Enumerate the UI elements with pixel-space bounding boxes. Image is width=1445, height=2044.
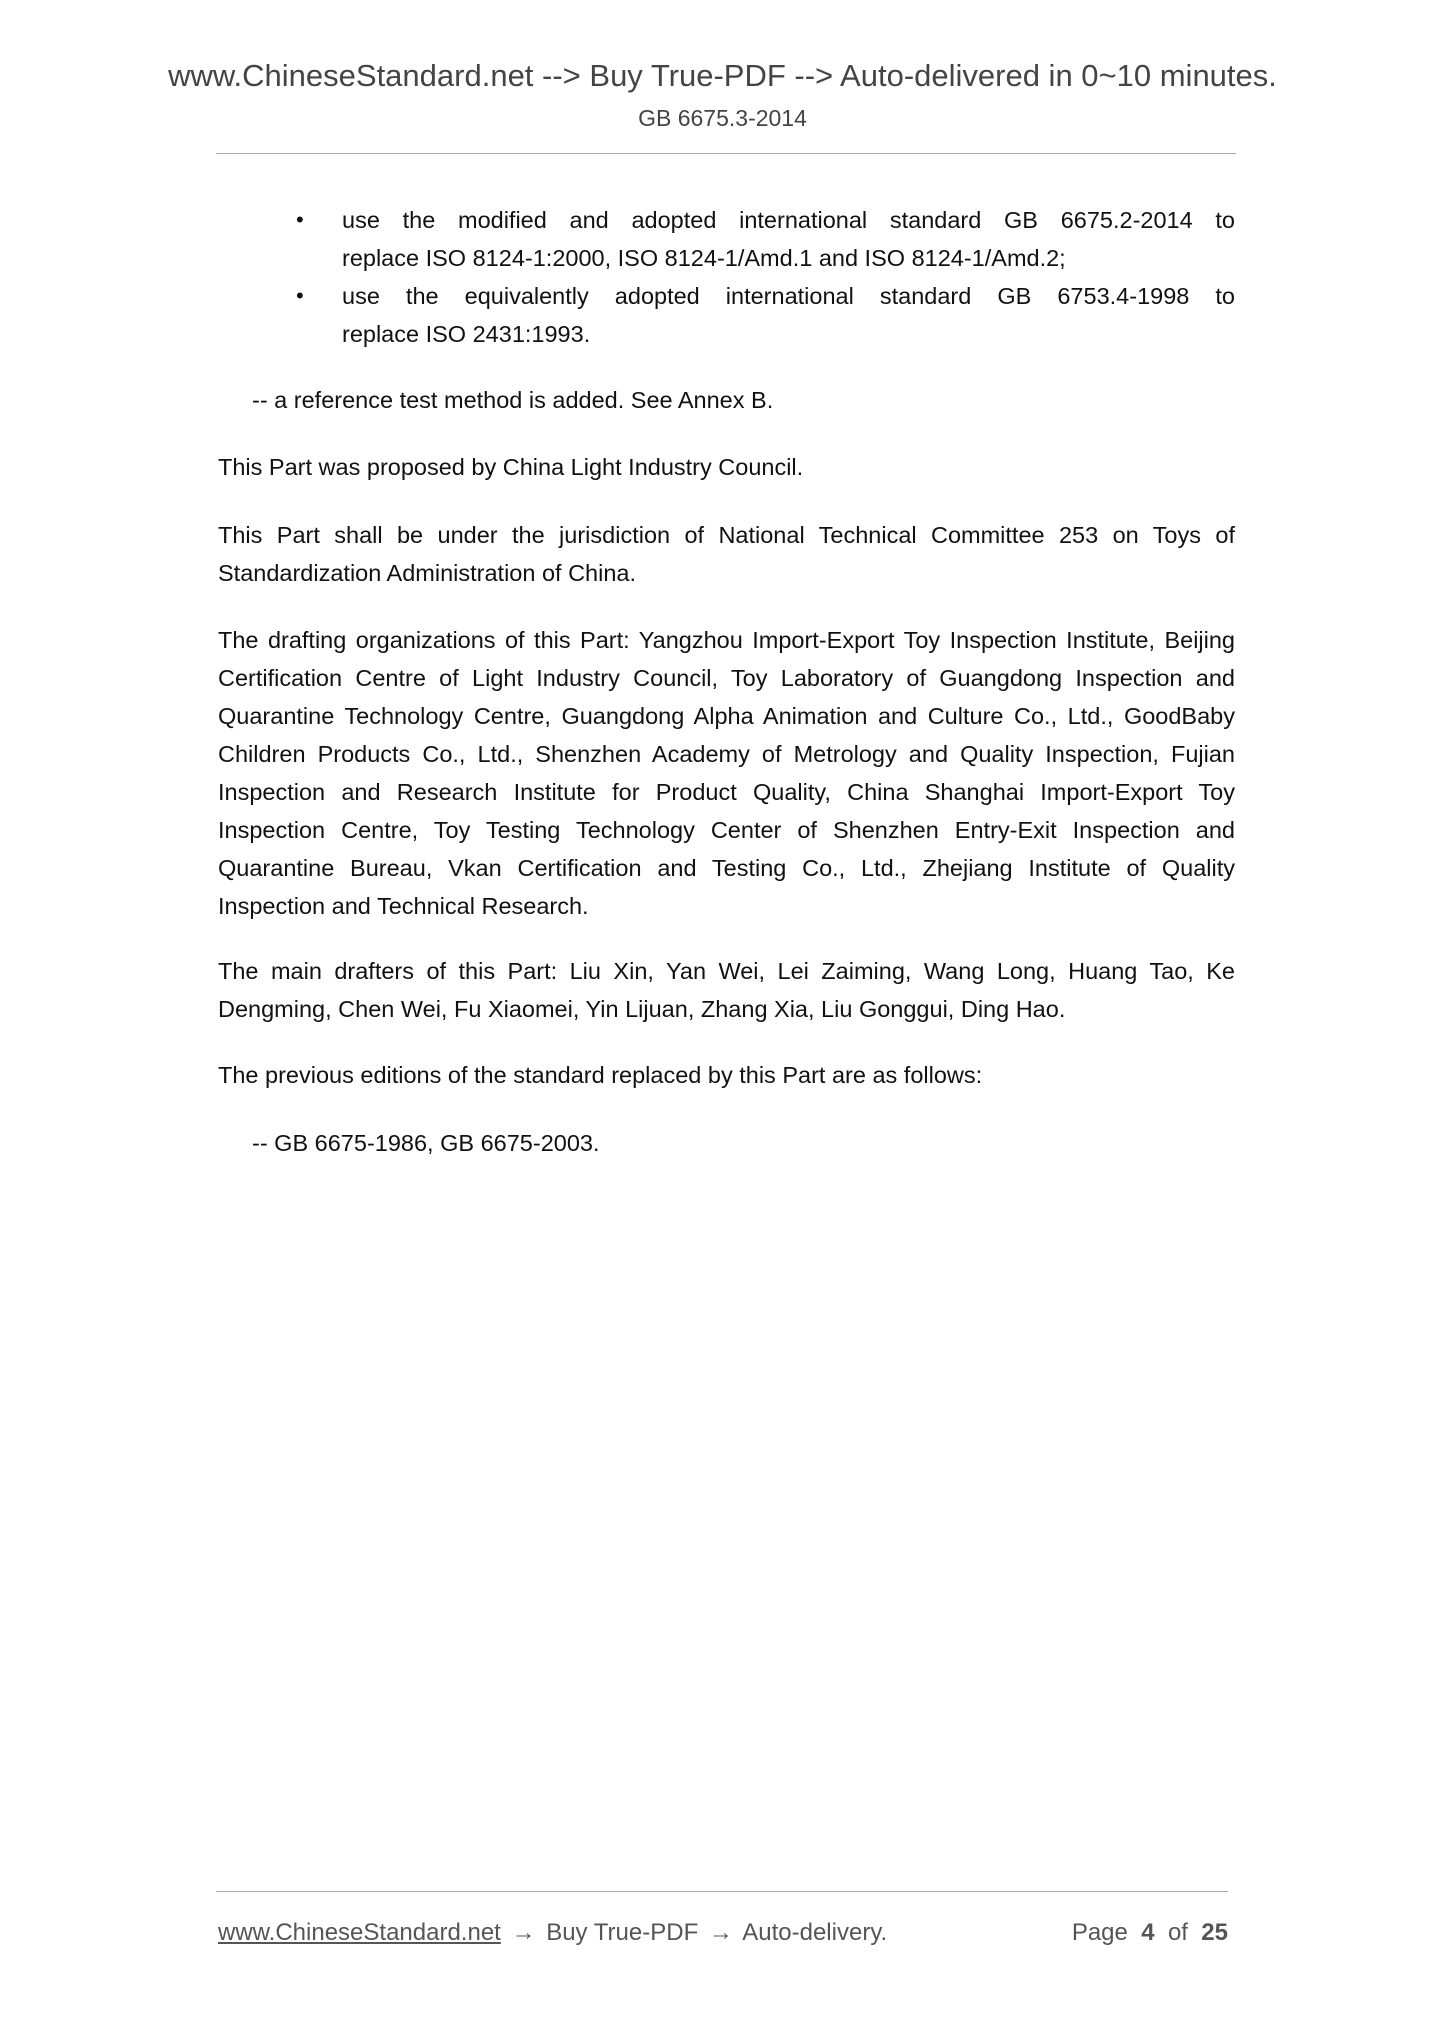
page-label: Page <box>1071 1919 1128 1946</box>
auto-delivery-text: Auto-delivery. <box>742 1919 888 1946</box>
previous-editions-intro: The previous editions of the standard replaced by this Part are as follows: <box>218 1062 983 1088</box>
jurisdiction-paragraph: This Part shall be under the jurisdiction of National Technical Committee 253 on Toys of Standardization Administration of China. <box>218 522 1235 586</box>
current-page-number: 4 <box>1141 1919 1155 1946</box>
buy-true-pdf-text: Buy True-PDF <box>546 1919 699 1946</box>
page-footer <box>218 1918 1228 1948</box>
reference-method-note: -- a reference test method is added. See Annex B. <box>252 387 774 413</box>
bullet-item-1-line-2: replace ISO 8124-1:2000, ISO 8124-1/Amd.1 and ISO 8124-1/Amd.2; <box>342 245 1066 271</box>
chinesestandard-link[interactable]: www.ChineseStandard.net <box>218 1919 501 1946</box>
header-divider <box>216 153 1236 154</box>
standard-id: GB 6675.3-2014 <box>638 105 807 131</box>
bullet-icon: • <box>296 207 304 232</box>
bullet-item-2-line-1: use the equivalently adopted international standard GB 6753.4-1998 to <box>342 283 1235 309</box>
footer-divider <box>216 1891 1228 1892</box>
arrow-right-icon: → <box>708 1919 733 1946</box>
bullet-icon: • <box>296 283 304 308</box>
drafting-organizations-paragraph: The drafting organizations of this Part: Yangzhou Import-Export Toy Inspection Institute, Beijing Certification Centre of Light Industry Council, Toy Laboratory of Guangdong Inspection and Quarantine Technology Centre, Guangdong Alpha Animation and Culture Co., Ltd., GoodBaby Children Products Co., Ltd., Shenzhen Academy of Metrology and Quality Inspection, Fujian Inspection and Research Institute for Product Quality, China Shanghai Import-Export Toy Inspection Centre, Toy Testing Technology Center of Shenzhen Entry-Exit Inspection and Quarantine Bureau, Vkan Certification and Testing Co., Ltd., Zhejiang Institute of Quality Inspection and Technical Research. <box>218 627 1235 919</box>
proposed-by-paragraph: This Part was proposed by China Light Industry Council. <box>218 454 804 480</box>
arrow-right-icon: → <box>511 1919 536 1946</box>
page-indicator <box>1072 1918 1228 1948</box>
main-drafters-paragraph: The main drafters of this Part: Liu Xin, Yan Wei, Lei Zaiming, Wang Long, Huang Tao, Ke Dengming, Chen Wei, Fu Xiaomei, Yin Lijuan, Zhang Xia, Liu Gonggui, Ding Hao. <box>218 958 1235 1022</box>
bullet-item-2-line-2: replace ISO 2431:1993. <box>342 321 591 347</box>
bullet-item-1-line-1: use the modified and adopted international standard GB 6675.2-2014 to <box>342 207 1235 233</box>
of-label: of <box>1167 1919 1188 1946</box>
total-page-count: 25 <box>1201 1919 1228 1946</box>
previous-editions-item: -- GB 6675-1986, GB 6675-2003. <box>252 1130 600 1156</box>
header-banner-title: www.ChineseStandard.net --> Buy True-PDF --> Auto-delivered in 0~10 minutes. <box>168 58 1277 93</box>
